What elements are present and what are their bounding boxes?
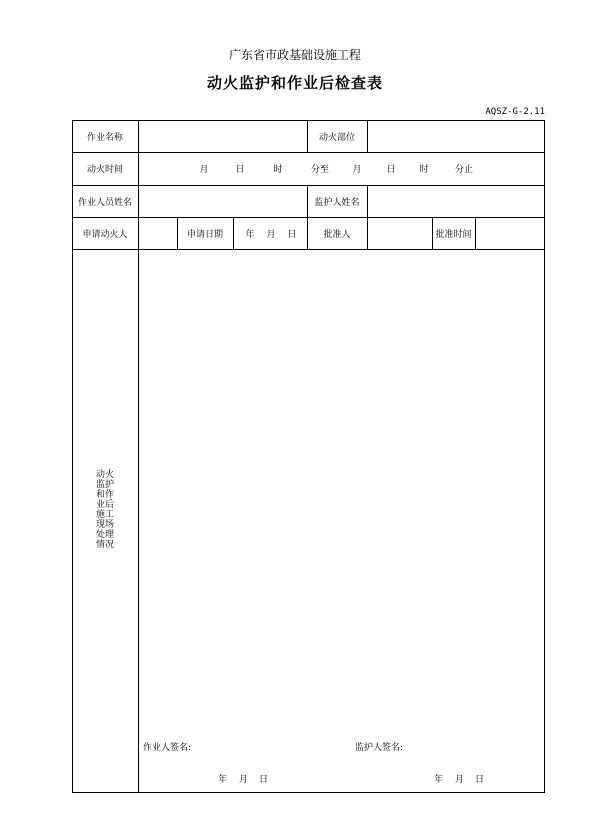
time-day-start: 日 (235, 165, 245, 175)
apply-month: 月 (266, 229, 276, 240)
column-divider (233, 217, 234, 249)
section-label-line: 动火 (95, 470, 114, 480)
section-label-line: 业后 (95, 500, 114, 510)
section-label-line: 情况 (95, 540, 114, 550)
approver-label: 批准人 (323, 229, 351, 240)
document-subtitle: 广东省市政基础设施工程 (228, 48, 361, 62)
worker-name-field[interactable] (139, 186, 306, 217)
section-label-line: 现场 (95, 520, 114, 530)
approve-time-label: 批准时间 (435, 229, 472, 240)
time-minute-to: 分至 (310, 165, 329, 175)
work-name-label: 作业名称 (86, 132, 123, 143)
apply-date-label: 申请日期 (186, 229, 223, 240)
document-title: 动火监护和作业后检查表 (206, 74, 383, 92)
applicant-label: 申请动火人 (82, 229, 128, 240)
time-minute-end: 分止 (454, 165, 473, 175)
section-label-line: 施工 (95, 510, 114, 520)
worker-sign-year: 年 (218, 775, 228, 785)
approver-field[interactable] (368, 218, 431, 249)
approve-time-field[interactable] (476, 218, 544, 249)
work-name-field[interactable] (139, 121, 306, 152)
time-hour-start: 时 (273, 165, 283, 175)
apply-day: 日 (287, 229, 297, 240)
time-month-end: 月 (352, 165, 362, 175)
worker-signature-label: 作业人签名: (143, 743, 192, 753)
guardian-sign-month: 月 (455, 775, 465, 785)
time-hour-end: 时 (419, 165, 429, 175)
worker-name-label: 作业人员姓名 (77, 197, 132, 208)
fire-time-label: 动火时间 (86, 165, 123, 175)
applicant-field[interactable] (139, 218, 176, 249)
section-label-line: 监护 (95, 480, 114, 490)
worker-sign-day: 日 (259, 775, 269, 785)
time-month-start: 月 (199, 165, 209, 175)
guardian-name-label: 监护人姓名 (314, 197, 360, 208)
guardian-sign-day: 日 (475, 775, 485, 785)
section-label-line: 和作 (95, 490, 114, 500)
guardian-name-field[interactable] (368, 186, 544, 217)
guardian-signature-label: 监护人签名: (355, 743, 404, 753)
section-label (72, 470, 138, 550)
fire-location-label: 动火部位 (318, 132, 355, 143)
apply-year: 年 (245, 229, 255, 240)
fire-location-field[interactable] (368, 121, 544, 152)
time-day-end: 日 (386, 165, 396, 175)
section-label-line: 处理 (95, 530, 114, 540)
guardian-sign-year: 年 (434, 775, 444, 785)
inspection-content-area[interactable] (139, 250, 544, 730)
form-code: AQSZ-G-2.11 (485, 107, 545, 117)
worker-sign-month: 月 (239, 775, 249, 785)
